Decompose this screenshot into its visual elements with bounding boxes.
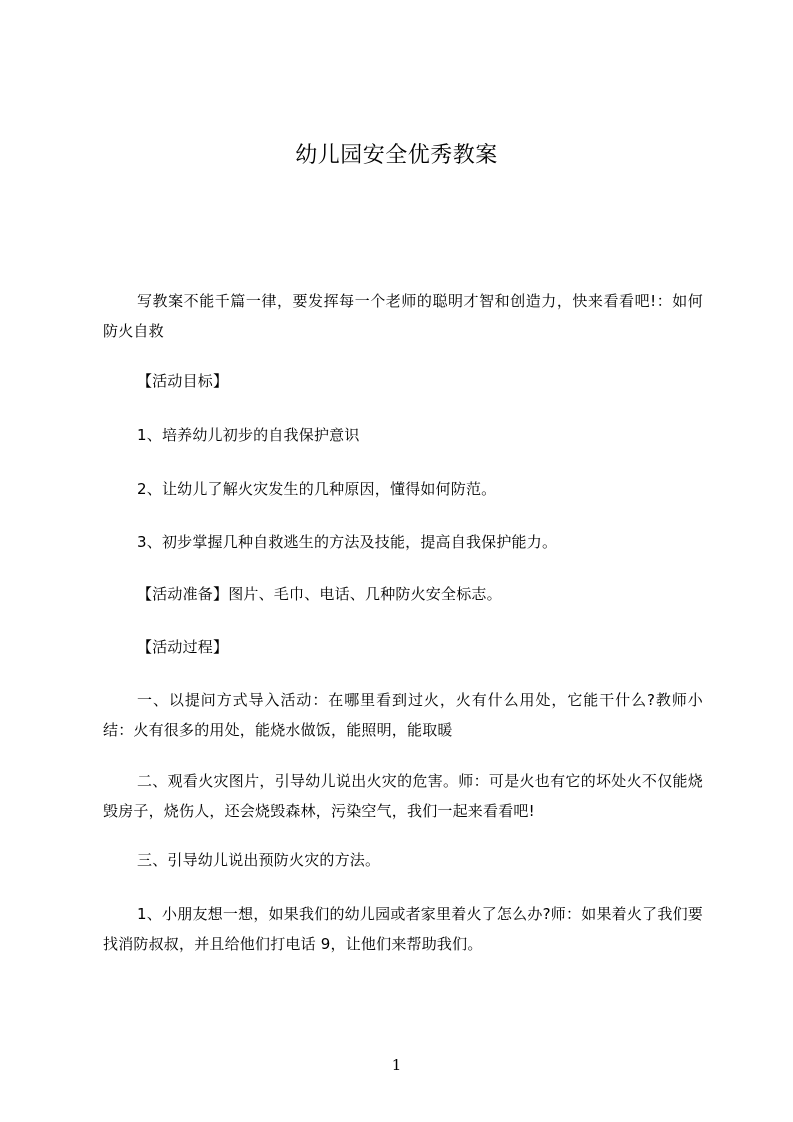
goal-item-3: 3、初步掌握几种自救逃生的方法及技能，提高自我保护能力。 [137,533,558,551]
process-step-3: 三、引导幼儿说出预防火灾的方法。 [137,851,381,869]
document-title: 幼儿园安全优秀教案 [295,143,498,168]
goals-heading: 【活动目标】 [137,372,229,390]
process-heading: 【活动过程】 [137,638,229,656]
goal-item-1: 1、培养幼儿初步的自我保护意识 [137,426,360,444]
preparation-paragraph: 【活动准备】图片、毛巾、电话、几种防火安全标志。 [137,585,502,603]
process-step-1: 一、以提问方式导入活动：在哪里看到过火，火有什么用处，它能干什么?教师小结：火有很多的用处，能烧水做饭，能照明，能取暖 [103,691,703,739]
page-number: 1 [391,1056,402,1074]
intro-paragraph: 写教案不能千篇一律，要发挥每一个老师的聪明才智和创造力，快来看看吧!：如何防火自救 [103,292,703,340]
process-step-2: 二、观看火灾图片，引导幼儿说出火灾的危害。师：可是火也有它的坏处火不仅能烧毁房子，烧伤人，还会烧毁森林，污染空气，我们一起来看看吧! [103,772,703,820]
goal-item-2: 2、让幼儿了解火灾发生的几种原因，懂得如何防范。 [137,480,497,498]
process-substep-1: 1、小朋友想一想，如果我们的幼儿园或者家里着火了怎么办?师：如果着火了我们要找消防叔叔，并且给他们打电话 9，让他们来帮助我们。 [103,905,703,953]
